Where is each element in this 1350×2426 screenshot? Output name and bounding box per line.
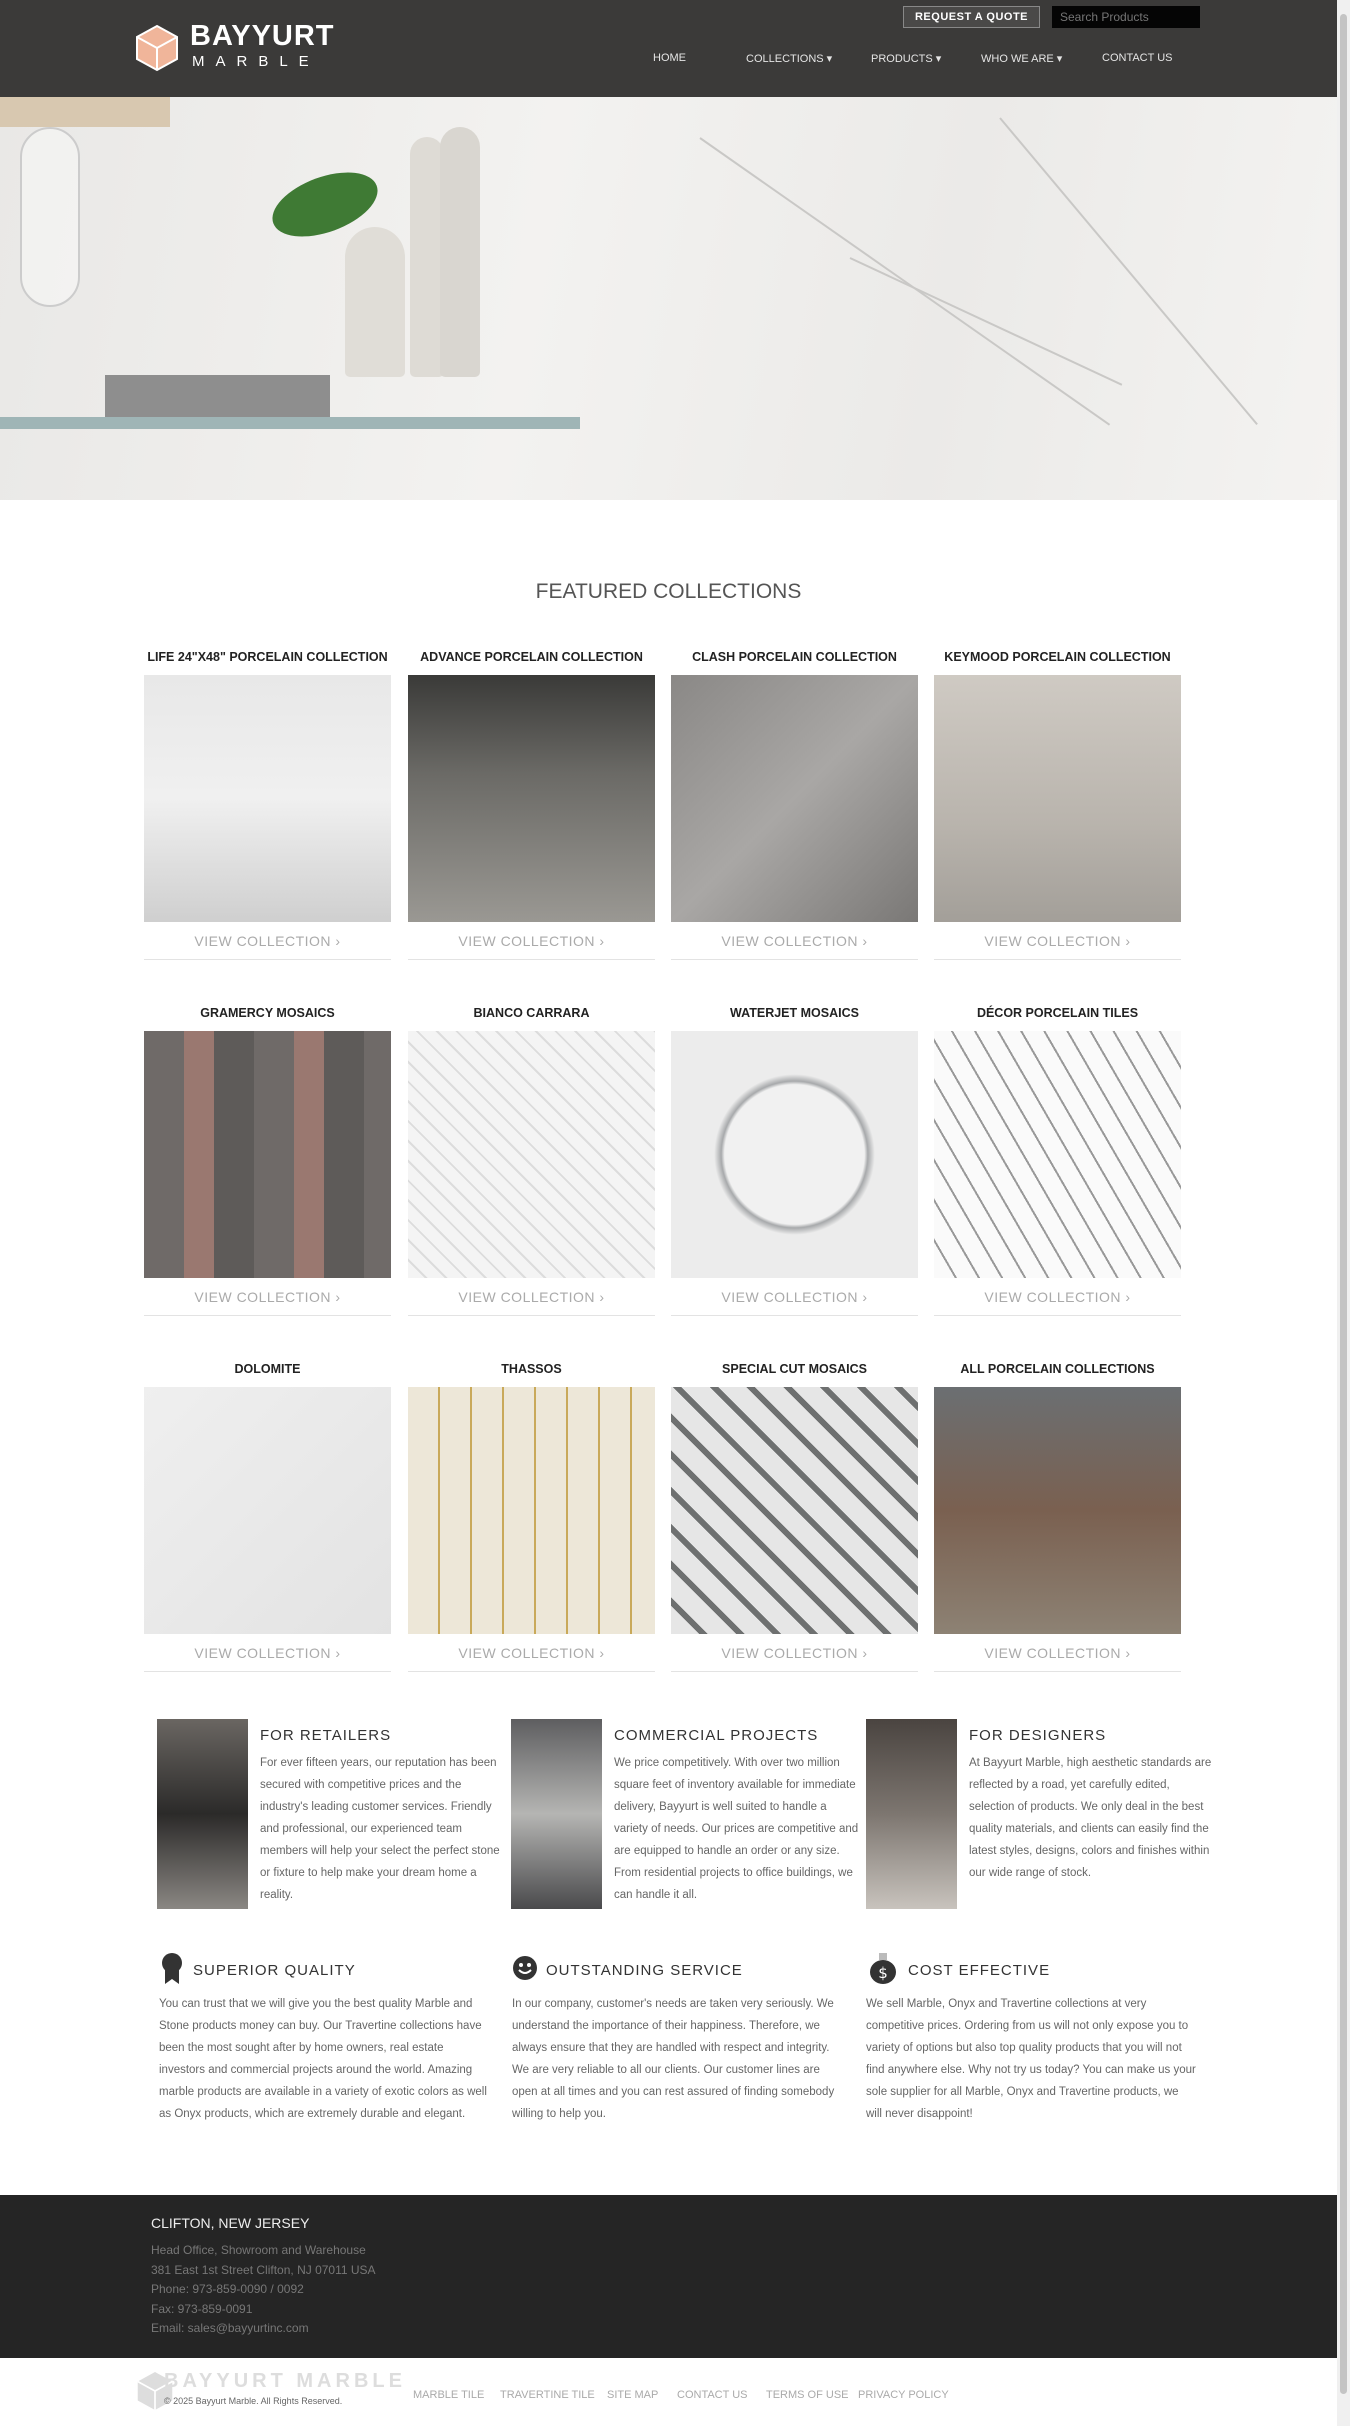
collection-title[interactable]: CLASH PORCELAIN COLLECTION (692, 650, 897, 664)
collection-image[interactable] (934, 675, 1181, 922)
collection-image[interactable] (671, 675, 918, 922)
svg-text:$: $ (878, 1963, 888, 1982)
view-collection-link[interactable]: VIEW COLLECTION › (671, 1645, 918, 1672)
collection-image[interactable] (144, 1031, 391, 1278)
info-block (969, 1727, 1214, 1884)
logo-brand[interactable]: BAYYURT (190, 20, 335, 52)
footer-link-travertine-tile[interactable]: TRAVERTINE TILE (500, 2389, 595, 2401)
collection-title[interactable]: ADVANCE PORCELAIN COLLECTION (420, 650, 643, 664)
feature-block (866, 1953, 1196, 2125)
info-text: At Bayyurt Marble, high aesthetic standards are reflected by a road, yet carefully edited, selection of products. We only deal in the best quality materials, and clients can easily find the latest styles, designs, colors and finishes within our wide range of stock. (969, 1757, 1212, 1879)
copyright: © 2025 Bayyurt Marble. All Rights Reserved. (164, 2396, 343, 2406)
collection-title[interactable]: DOLOMITE (234, 1362, 301, 1376)
request-quote-button[interactable]: REQUEST A QUOTE (903, 6, 1040, 28)
nav-who-we-are[interactable]: WHO WE ARE ▾ (981, 53, 1063, 65)
collection-title[interactable]: WATERJET MOSAICS (730, 1006, 859, 1020)
view-collection-link[interactable]: VIEW COLLECTION › (934, 1289, 1181, 1316)
feature-heading: SUPERIOR QUALITY (193, 1961, 356, 1979)
view-collection-link[interactable]: VIEW COLLECTION › (408, 1289, 655, 1316)
info-image (157, 1719, 248, 1909)
footer-link-privacy[interactable]: PRIVACY POLICY (858, 2389, 949, 2401)
collection-title[interactable]: SPECIAL CUT MOSAICS (722, 1362, 867, 1376)
footer-link-marble-tile[interactable]: MARBLE TILE (413, 2389, 485, 2401)
info-block (614, 1727, 859, 1906)
collection-card[interactable] (934, 1362, 1181, 1672)
collection-image[interactable] (144, 675, 391, 922)
view-collection-link[interactable]: VIEW COLLECTION › (144, 1289, 391, 1316)
scrollbar-thumb[interactable] (1340, 14, 1347, 2394)
logo-cube-icon[interactable] (135, 24, 179, 72)
info-text: We price competitively. With over two million square feet of inventory available for immediate delivery, Bayyurt is well suited to handle a variety of needs. Our prices are competitive and are equipped to handle an order or any size. From residential projects to office buildings, we can handle it all. (614, 1757, 859, 1901)
info-heading: FOR DESIGNERS (969, 1727, 1107, 1744)
collection-title[interactable]: ALL PORCELAIN COLLECTIONS (960, 1362, 1155, 1376)
logo-subtitle: MARBLE (192, 53, 320, 70)
footer-city: CLIFTON, NEW JERSEY (151, 2215, 310, 2231)
collection-image[interactable] (934, 1387, 1181, 1634)
collection-title[interactable]: DÉCOR PORCELAIN TILES (976, 1006, 1139, 1020)
nav-contact-us[interactable]: CONTACT US (1102, 52, 1173, 64)
search-input[interactable] (1052, 6, 1200, 28)
collection-title[interactable]: BIANCO CARRARA (473, 1006, 590, 1020)
nav-collections[interactable]: COLLECTIONS ▾ (746, 53, 833, 65)
view-collection-link[interactable]: VIEW COLLECTION › (934, 1645, 1181, 1672)
feature-block (512, 1953, 842, 2125)
smiley-icon (512, 1955, 538, 1986)
collection-card[interactable] (408, 650, 655, 960)
view-collection-link[interactable]: VIEW COLLECTION › (408, 1645, 655, 1672)
info-image (866, 1719, 957, 1909)
nav-products[interactable]: PRODUCTS ▾ (871, 53, 942, 65)
info-image (511, 1719, 602, 1909)
view-collection-link[interactable]: VIEW COLLECTION › (671, 1289, 918, 1316)
collection-card[interactable] (408, 1006, 655, 1316)
view-collection-link[interactable]: VIEW COLLECTION › (408, 933, 655, 960)
footer-link-contact-us[interactable]: CONTACT US (677, 2389, 748, 2401)
info-text: For ever fifteen years, our reputation has been secured with competitive prices and the industry's leading customer services. Friendly and professional, our experienced team members will help your select the perfect stone or fixture to help make your dream home a reality. (260, 1757, 500, 1901)
footer-line: 381 East 1st Street Clifton, NJ 07011 USA (151, 2262, 376, 2277)
footer-link-site-map[interactable]: SITE MAP (607, 2389, 659, 2401)
collection-image[interactable] (144, 1387, 391, 1634)
award-icon (159, 1952, 185, 1989)
footer-line: Phone: 973-859-0090 / 0092 (151, 2282, 304, 2296)
collection-card[interactable] (934, 1006, 1181, 1316)
info-heading: FOR RETAILERS (260, 1727, 392, 1744)
view-collection-link[interactable]: VIEW COLLECTION › (144, 1645, 391, 1672)
collection-image[interactable] (408, 675, 655, 922)
feature-text: You can trust that we will give you the best quality Marble and Stone products money can buy. Our Travertine collections have been the most sought after by home owners, real estate investors and commercial projects around the world. Amazing marble products are available in a variety of exotic colors as well as Onyx products, which are extremely durable and elegant. (159, 1998, 487, 2120)
collection-image[interactable] (934, 1031, 1181, 1278)
info-heading: COMMERCIAL PROJECTS (614, 1727, 819, 1744)
collection-title[interactable]: KEYMOOD PORCELAIN COLLECTION (944, 650, 1171, 664)
collection-title[interactable]: GRAMERCY MOSAICS (200, 1006, 335, 1020)
feature-heading: COST EFFECTIVE (908, 1961, 1051, 1979)
info-block (260, 1727, 505, 1906)
site-header (0, 0, 1337, 97)
collection-card[interactable] (408, 1362, 655, 1672)
feature-block (159, 1953, 489, 2125)
feature-text: In our company, customer's needs are taken very seriously. We understand the importance of their happiness. Therefore, we always ensure that they are handled with respect and integrity. We are very reliable to all our clients. Our customer lines are open at all times and you can rest assured of finding somebody willing to help you. (512, 1998, 835, 2120)
feature-heading: OUTSTANDING SERVICE (546, 1961, 743, 1979)
footer-link-terms[interactable]: TERMS OF USE (766, 2389, 849, 2401)
collection-card[interactable] (144, 650, 391, 960)
collection-card[interactable] (934, 650, 1181, 960)
feature-text: We sell Marble, Onyx and Travertine collections at very competitive prices. Ordering from us will not only expose you to variety of options but also top quality products that you will not find anywhere else. Why not try us today? You can make us your sole supplier for all Marble, Onyx and Travertine products, we will never disappoint! (866, 1998, 1196, 2120)
collection-image[interactable] (671, 1031, 918, 1278)
collection-title[interactable]: LIFE 24"X48" PORCELAIN COLLECTION (147, 650, 388, 664)
footer-brand: BAYYURT MARBLE (164, 2370, 406, 2392)
footer (0, 2195, 1337, 2358)
collection-card[interactable] (144, 1362, 391, 1672)
footer-line: Fax: 973-859-0091 (151, 2301, 253, 2316)
collection-card[interactable] (671, 650, 918, 960)
hero-image (0, 97, 1337, 500)
featured-title: FEATURED COLLECTIONS (535, 580, 802, 603)
footer-email[interactable]: Email: sales@bayyurtinc.com (151, 2321, 309, 2335)
money-bag-icon (866, 1951, 900, 1990)
collection-card[interactable] (144, 1006, 391, 1316)
collection-image[interactable] (408, 1387, 655, 1634)
nav-home[interactable]: HOME (653, 52, 686, 64)
collection-image[interactable] (671, 1387, 918, 1634)
collection-card[interactable] (671, 1006, 918, 1316)
view-collection-link[interactable]: VIEW COLLECTION › (144, 933, 391, 960)
collection-card[interactable] (671, 1362, 918, 1672)
collection-title[interactable]: THASSOS (501, 1362, 562, 1376)
footer-line: Head Office, Showroom and Warehouse (151, 2243, 366, 2257)
view-collection-link[interactable]: VIEW COLLECTION › (671, 933, 918, 960)
collection-image[interactable] (408, 1031, 655, 1278)
view-collection-link[interactable]: VIEW COLLECTION › (934, 933, 1181, 960)
